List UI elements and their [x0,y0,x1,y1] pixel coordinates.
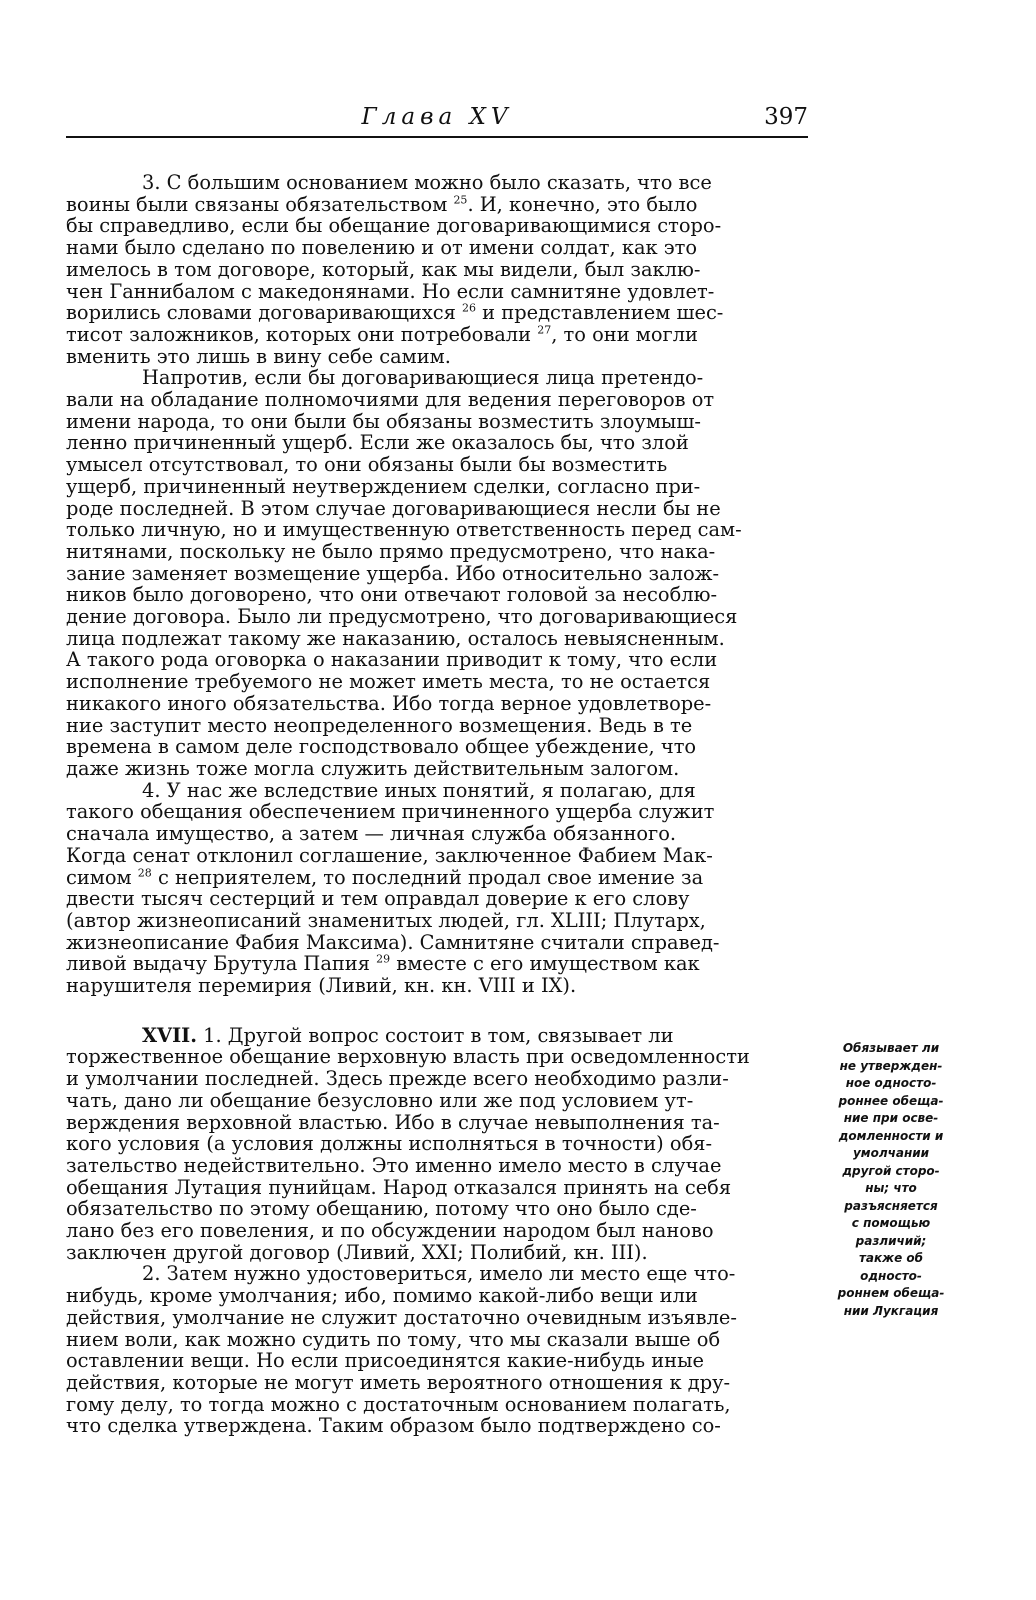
text-segment: и представлением шес- [476,301,724,325]
footnote-marker: 29 [376,952,391,966]
text-segment: тисот заложников, которых они потребовали [66,322,538,346]
text-line [66,715,808,737]
text-line [66,1350,808,1372]
text-segment: ние заступит место неопределенного возмещения. Ведь в те [66,713,693,737]
text-line [66,801,808,823]
text-line [66,194,808,216]
text-segment: , то они могли [551,322,698,346]
text-segment: зательство недействительно. Это именно имело место в случае [66,1153,722,1177]
margin-note-line: различий; [855,1233,927,1248]
text-segment: кого условия (а условия должны исполняться в точности) обя- [66,1132,713,1156]
margin-note-line: умолчании [852,1146,930,1160]
text-line [66,172,808,194]
text-line [66,1329,808,1351]
text-segment: нарушителя перемирия (Ливий, кн. кн. VIII и IX). [66,974,577,998]
text-segment: чен Ганнибалом с македонянами. Но если самнитяне удовлет- [66,279,715,303]
text-segment: дение договора. Было ли предусмотрено, что договаривающиеся [66,605,738,629]
text-line [66,324,808,346]
text-segment: только личную, но и имущественную ответственность перед сам- [66,518,742,542]
text-segment: ущерб, причиненный неутверждением сделки, согласно при- [66,474,701,498]
section-number: XVII. [142,1023,197,1047]
text-segment: оставлении вещи. Но если присоединятся какие-нибудь иные [66,1349,704,1373]
text-segment: чать, дано ли обещание безусловно или же под условием ут- [66,1088,694,1112]
margin-note-line: также об [858,1251,924,1265]
text-line [66,1394,808,1416]
text-line [66,1372,808,1394]
text-line [66,1198,808,1220]
margin-note-line: односто- [860,1268,922,1283]
margin-note-line: разъясняется [844,1198,938,1213]
footnote-marker: 26 [462,301,477,315]
text-line [66,519,808,541]
text-segment: даже жизнь тоже могла служить действительным залогом. [66,756,680,780]
text-segment: нием воли, как можно судить по тому, что мы сказали выше об [66,1327,721,1351]
text-segment: действия, умолчание не служит достаточно очевидным изъявле- [66,1305,737,1329]
main-text [66,172,808,1437]
text-line [66,1415,808,1437]
text-line [66,867,808,889]
text-segment: А такого рода оговорка о наказании приводит к тому, что если [66,648,718,672]
text-line [66,1177,808,1199]
text-segment: что сделка утверждена. Таким образом было подтверждено со- [66,1414,721,1438]
text-segment: сначала имущество, а затем — личная служба обязанного. [66,822,677,846]
text-line [66,1046,808,1068]
margin-note-line: роннем обеща- [837,1286,945,1300]
text-segment: с неприятелем, то последний продал свое имение за [151,865,704,889]
margin-note [818,1040,964,1320]
text-segment: времена в самом деле господствовало общее убеждение, что [66,735,697,759]
text-line [66,584,808,606]
text-segment: роде последней. В этом случае договаривающиеся несли бы не [66,496,721,520]
text-segment: зание заменяет возмещение ущерба. Ибо относительно залож- [66,561,720,585]
text-line [66,302,808,324]
margin-note-line: ное односто- [845,1076,937,1090]
text-line [66,693,808,715]
text-segment: обещания Лутация пунийцам. Народ отказался принять на себя [66,1175,732,1199]
text-segment: никакого иного обязательства. Ибо тогда верное удовлетворе- [66,691,712,715]
text-line [66,346,808,368]
text-line [66,910,808,932]
text-segment: действия, которые не могут иметь вероятного отношения к дру- [66,1370,731,1394]
text-segment: нами было сделано по повелению и от имени солдат, как это [66,236,698,260]
text-line [66,1242,808,1264]
text-line [66,823,808,845]
margin-note-line: Обязывает ли [842,1041,940,1055]
text-segment: ленно причиненный ущерб. Если же оказалось бы, что злой [66,431,689,455]
footnote-marker: 25 [453,193,468,207]
text-segment: торжественное обещание верховную власть при осведомленности [66,1045,750,1069]
text-line [66,281,808,303]
text-line [66,432,808,454]
margin-note-line: с помощью [851,1216,931,1230]
text-segment: жизнеописание Фабия Максима). Самнитяне считали справед- [66,930,720,954]
text-line [66,476,808,498]
text-segment: Когда сенат отклонил соглашение, заключенное Фабием Мак- [66,843,713,867]
text-line [66,953,808,975]
text-line [66,649,808,671]
text-line [66,1133,808,1155]
header-rule [66,136,808,138]
paragraph [66,780,808,997]
text-segment: нибудь, кроме умолчания; ибо, помимо какой-либо вещи или [66,1284,698,1308]
text-line [66,780,808,802]
margin-note-line: ны; что [865,1181,917,1195]
text-segment: . И, конечно, это было [467,192,698,216]
text-line [66,888,808,910]
margin-note-line: другой сторо- [842,1163,940,1178]
text-line [66,1263,808,1285]
text-segment: обязательство по этому обещанию, потому что оно было сде- [66,1197,697,1221]
text-segment: вменить это лишь в вину себе самим. [66,344,451,368]
text-segment: лица подлежат такому же наказанию, осталось невыясненным. [66,626,725,650]
text-line [66,736,808,758]
text-segment: верждения верховной властью. Ибо в случае невыполнения та- [66,1110,720,1134]
margin-note-line: нии Лукгация [843,1303,939,1318]
text-segment: и умолчании последней. Здесь прежде всего необходимо разли- [66,1067,729,1091]
footnote-marker: 27 [537,323,552,337]
text-segment: такого обещания обеспечением причиненного ущерба служит [66,800,715,824]
text-segment: вместе с его имуществом как [390,952,700,976]
text-segment: 4. У нас же вследствие иных понятий, я полагаю, для [142,778,696,802]
text-segment: нитянами, поскольку не было прямо предусмотрено, что нака- [66,539,716,563]
text-line [66,237,808,259]
text-segment: симом [66,865,138,889]
margin-note-line: домленности и [838,1128,944,1143]
text-line [66,1112,808,1134]
text-segment: (автор жизнеописаний знаменитых людей, гл. XLIII; Плутарх, [66,908,706,932]
text-segment: имелось в том договоре, который, как мы видели, был заклю- [66,257,701,281]
text-segment: ворились словами договаривающихся [66,301,463,325]
footnote-marker: 28 [137,866,152,880]
text-line [66,1307,808,1329]
text-segment: лано без его повеления, и по обсуждении народом был наново [66,1219,714,1243]
text-line [66,1090,808,1112]
text-segment: ников было договорено, что они отвечают головой за несоблю- [66,583,718,607]
paragraph [66,1263,808,1437]
paragraph [66,1025,808,1264]
text-line [66,454,808,476]
paragraph [66,367,808,779]
page-number: 397 [764,104,808,130]
running-header [66,104,808,134]
text-line [66,389,808,411]
chapter-title: Глава XV [361,104,513,130]
text-line [66,498,808,520]
text-line [66,411,808,433]
text-segment: исполнение требуемого не может иметь места, то не остается [66,670,711,694]
text-line [66,1025,808,1047]
text-line [66,367,808,389]
margin-note-line: не утвержден- [839,1058,943,1073]
text-segment: 1. Другой вопрос состоит в том, связывает ли [196,1023,674,1047]
text-segment: 2. Затем нужно удостовериться, имело ли место еще что- [142,1262,736,1286]
margin-note-line: ние при осве- [843,1111,939,1125]
text-line [66,975,808,997]
text-segment: гому делу, то тогда можно с достаточным основанием полагать, [66,1392,731,1416]
text-line [66,259,808,281]
text-segment: ливой выдачу Брутула Папия [66,952,377,976]
text-segment: 3. С большим основанием можно было сказать, что все [142,171,712,194]
text-segment: вали на обладание полномочиями для ведения переговоров от [66,388,715,412]
text-line [66,1285,808,1307]
text-line [66,1220,808,1242]
text-segment: умысел отсутствовал, то они обязаны были бы возместить [66,453,668,477]
text-line [66,1068,808,1090]
section-gap [66,997,808,1025]
text-line [66,215,808,237]
text-line [66,932,808,954]
text-segment: двести тысяч сестерций и тем оправдал доверие к его слову [66,887,690,911]
text-line [66,606,808,628]
text-line [66,541,808,563]
paragraph [66,172,808,367]
text-line [66,628,808,650]
text-segment: имени народа, то они были бы обязаны возместить злоумыш- [66,409,701,433]
text-line [66,758,808,780]
text-segment: заключен другой договор (Ливий, XXI; Полибий, кн. III). [66,1240,648,1264]
text-segment: воины были связаны обязательством [66,192,454,216]
text-line [66,1155,808,1177]
text-segment: бы справедливо, если бы обещание договаривающимися сторо- [66,214,722,238]
text-line [66,845,808,867]
text-line [66,671,808,693]
text-line [66,563,808,585]
text-segment: Напротив, если бы договаривающиеся лица претендо- [142,366,704,390]
margin-note-line: роннее обеща- [838,1093,944,1108]
